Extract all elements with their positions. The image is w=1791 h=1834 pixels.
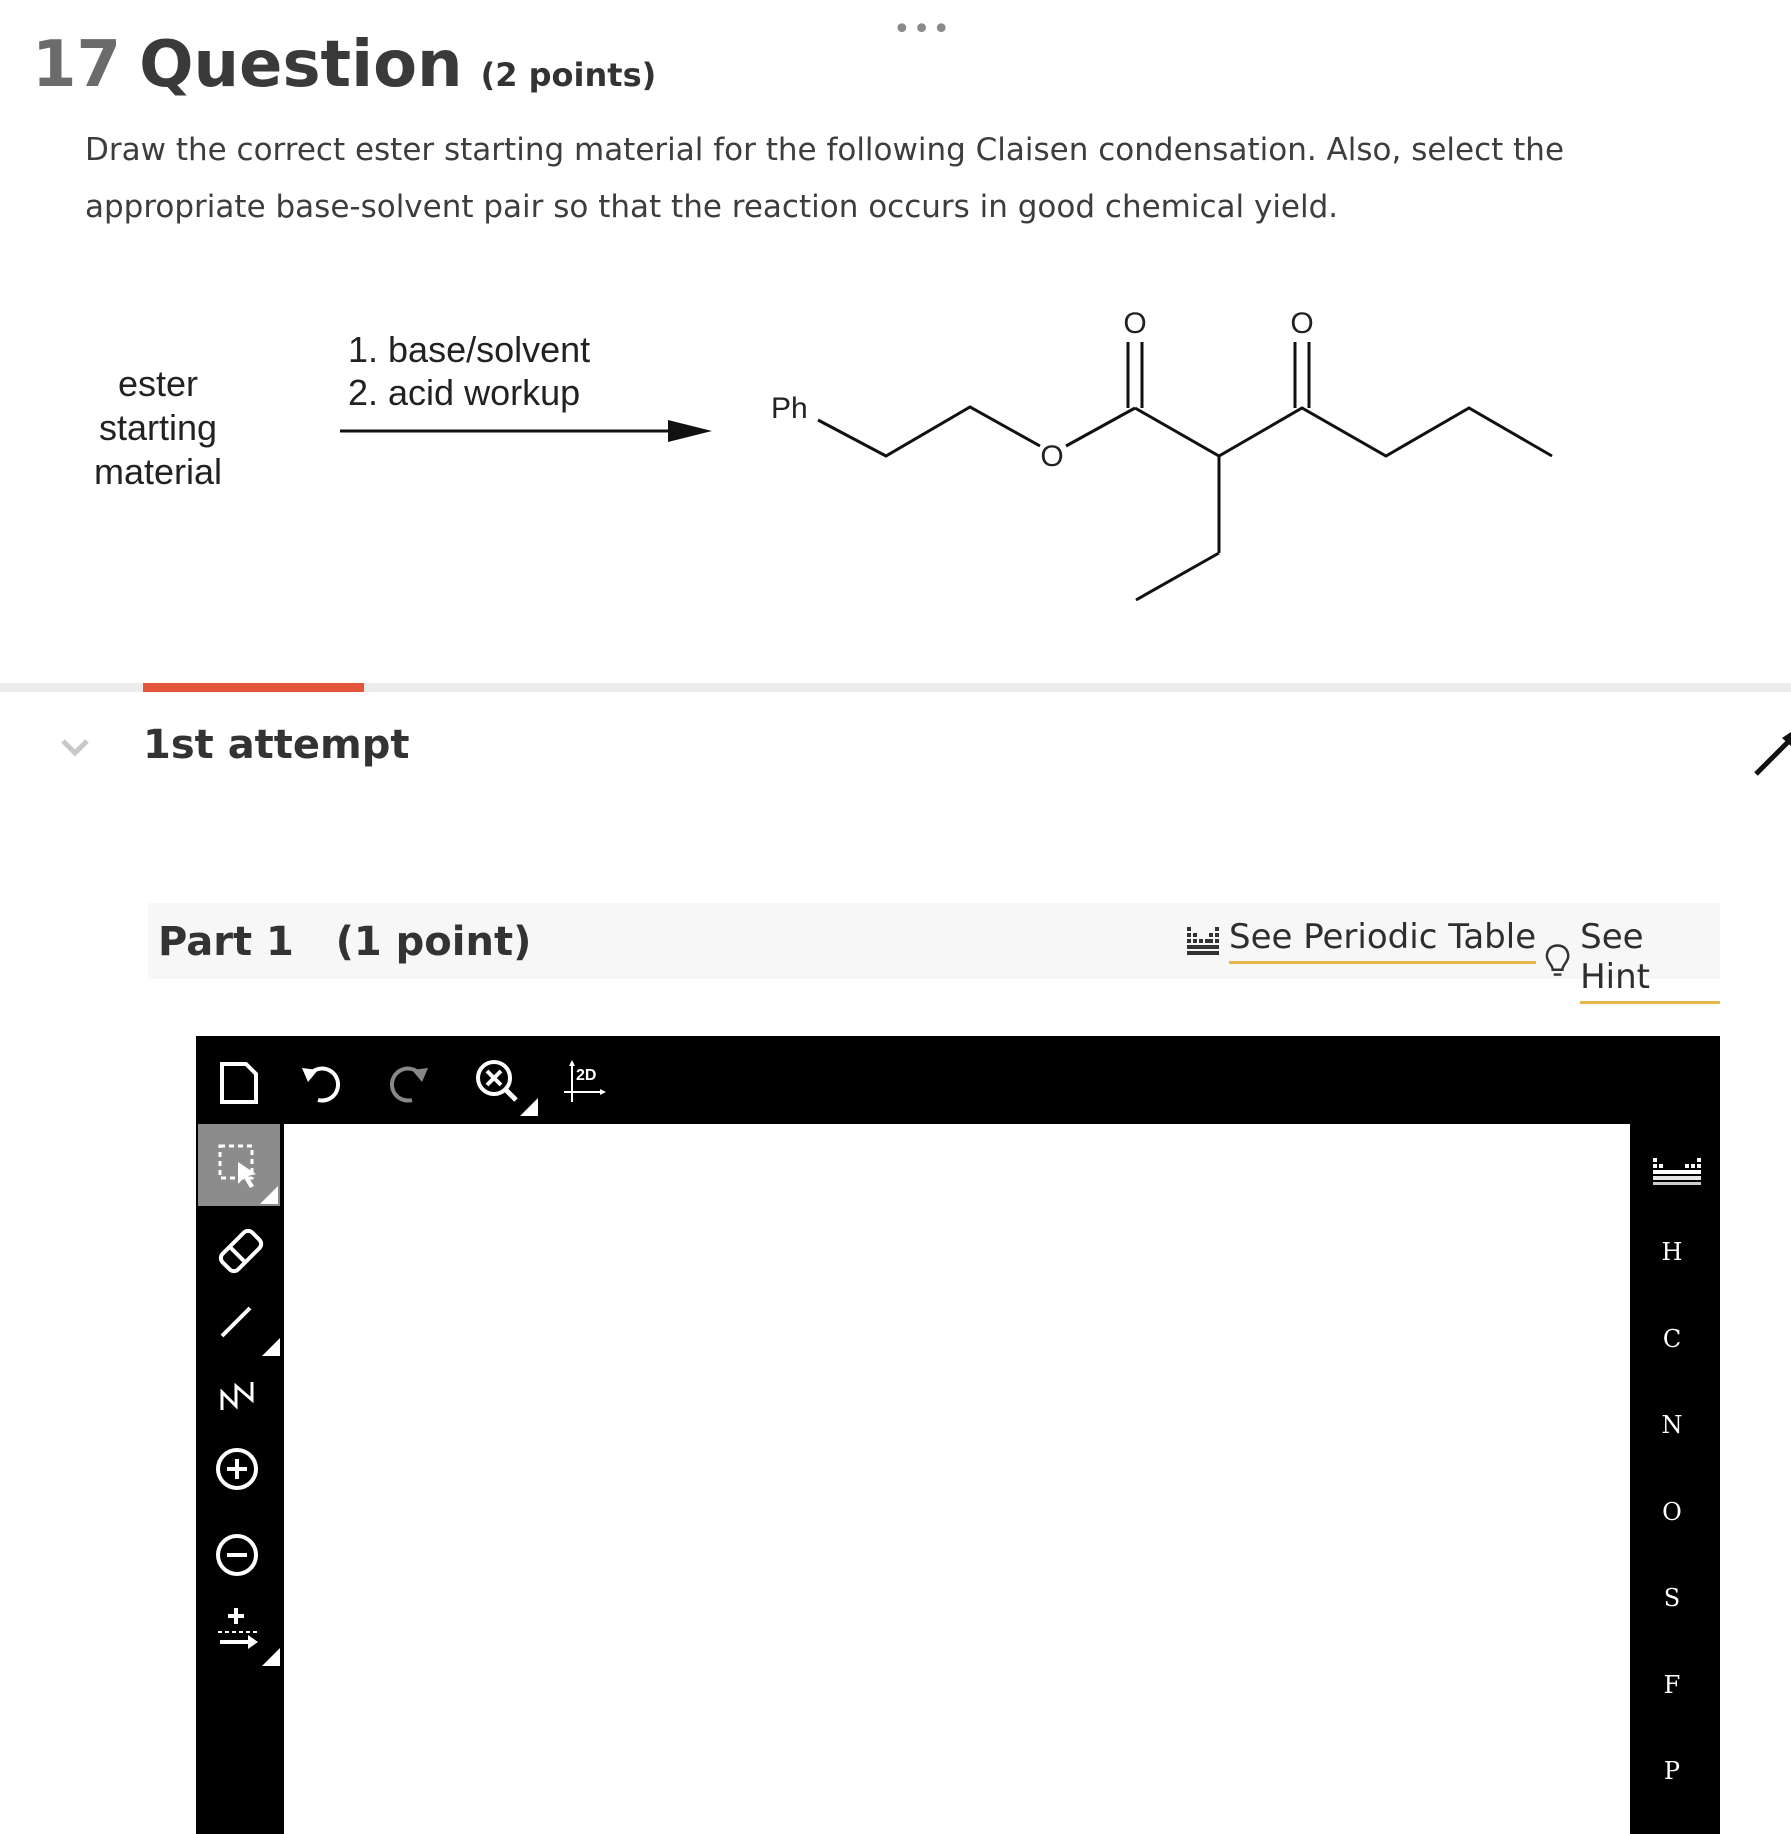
redo-icon[interactable] (386, 1062, 430, 1104)
select-icon (198, 1124, 280, 1206)
product-atom-o: O (1123, 307, 1147, 340)
product-atom-ph: Ph (771, 392, 808, 425)
element-h[interactable]: H (1661, 1238, 1683, 1266)
see-hint-button[interactable] (1543, 917, 1720, 1004)
element-n[interactable]: N (1661, 1411, 1683, 1439)
element-f[interactable]: F (1663, 1671, 1681, 1699)
condition-line: 2. acid workup (348, 372, 581, 413)
select-tool[interactable] (198, 1124, 280, 1206)
part-header (148, 903, 1720, 997)
chain-icon[interactable] (218, 1378, 258, 1418)
element-c[interactable]: C (1662, 1325, 1682, 1353)
reaction-arrow (340, 420, 712, 442)
pencil-icon[interactable] (1752, 732, 1791, 778)
chevron-down-icon[interactable] (60, 735, 90, 759)
lightbulb-icon (1543, 942, 1572, 980)
reactant-label-line: material (93, 451, 223, 492)
single-bond-icon[interactable] (216, 1296, 282, 1358)
see-periodic-table-label[interactable]: See Periodic Table (1229, 917, 1536, 964)
element-o[interactable]: O (1662, 1498, 1682, 1526)
condition-line: 1. base/solvent (348, 329, 591, 370)
reaction-arrow-icon[interactable] (216, 1602, 282, 1668)
reactant-label-line: ester (117, 363, 199, 404)
periodic-table-icon (1185, 925, 1221, 957)
question-title: Question (139, 28, 463, 102)
see-periodic-table-button[interactable] (1185, 917, 1536, 964)
new-document-icon[interactable] (218, 1060, 260, 1106)
product-structure (818, 342, 1552, 600)
element-s[interactable]: S (1663, 1584, 1681, 1612)
reactant-label-line: starting (98, 407, 218, 448)
question-number: 17 (32, 28, 122, 102)
clean-2d-icon[interactable] (562, 1058, 608, 1106)
question-prompt: Draw the correct ester starting material for the following Claisen condensation. Also, select the appropriate base-solvent pair so that the reaction occurs in good chemical yield. (85, 132, 1565, 225)
question-header (32, 28, 656, 102)
product-atom-o: O (1290, 307, 1314, 340)
see-hint-label[interactable]: See Hint (1580, 917, 1720, 1004)
part-points: (1 point) (335, 919, 532, 965)
structure-editor (196, 1036, 1720, 1834)
periodic-table-icon[interactable] (1652, 1156, 1702, 1188)
element-p[interactable]: P (1663, 1757, 1681, 1785)
eraser-icon[interactable] (216, 1226, 266, 1276)
negative-charge-icon[interactable] (214, 1532, 260, 1578)
product-atom-o: O (1040, 440, 1064, 473)
attempt-label[interactable]: 1st attempt (143, 722, 410, 768)
part-name: Part 1 (158, 919, 294, 965)
clean-2d-label: 2D (576, 1067, 597, 1084)
reaction-scheme (0, 260, 1791, 630)
question-points: (2 points) (480, 56, 657, 94)
active-tab-indicator (143, 683, 364, 692)
positive-charge-icon[interactable] (214, 1446, 260, 1492)
part-title (158, 919, 531, 965)
clear-zoom-icon[interactable] (474, 1058, 540, 1118)
more-options-icon[interactable]: ••• (893, 12, 953, 47)
drawing-canvas[interactable] (284, 1124, 1630, 1834)
reactant-label (94, 363, 222, 492)
undo-icon[interactable] (300, 1062, 344, 1104)
